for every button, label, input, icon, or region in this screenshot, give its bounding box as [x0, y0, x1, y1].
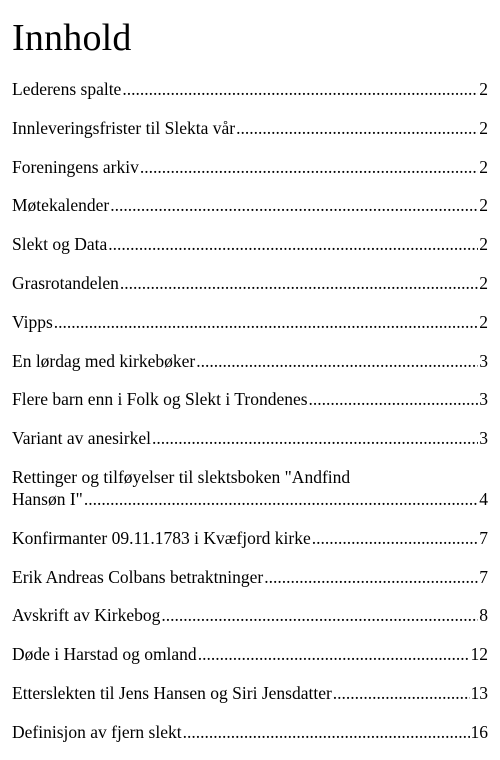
toc-entry-title: Møtekalender	[12, 195, 110, 216]
toc-entry[interactable]	[12, 311, 488, 333]
toc-entry-title: Definisjon av fjern slekt	[12, 721, 182, 742]
toc-leader-dots	[122, 78, 478, 100]
toc-leader-dots	[183, 721, 470, 743]
toc-entry[interactable]	[12, 350, 488, 372]
toc-leader-dots	[312, 527, 479, 549]
toc-entry[interactable]	[12, 78, 488, 100]
toc-entry[interactable]	[12, 194, 488, 216]
toc-page-number: 12	[470, 644, 488, 665]
toc-entry-title: Slekt og Data	[12, 234, 108, 255]
toc-leader-dots	[333, 682, 470, 704]
toc-page-number: 2	[479, 234, 488, 255]
toc-page-number: 4	[479, 488, 488, 509]
toc-entry-title: En lørdag med kirkebøker	[12, 350, 196, 371]
toc-entry[interactable]	[12, 721, 488, 743]
toc-leader-dots	[140, 156, 478, 178]
toc-entry[interactable]	[12, 604, 488, 626]
toc-page-number: 13	[470, 682, 488, 703]
toc-leader-dots	[309, 388, 479, 410]
toc-leader-dots	[110, 194, 478, 216]
toc-entry-title: Flere barn enn i Folk og Slekt i Trondenes	[12, 389, 308, 410]
toc-entry[interactable]	[12, 643, 488, 665]
toc-leader-dots	[152, 427, 478, 449]
toc-leader-dots	[120, 272, 478, 294]
toc-entry-title: Døde i Harstad og omland	[12, 644, 197, 665]
toc-leader-dots	[54, 311, 478, 333]
toc-leader-dots	[198, 643, 470, 665]
toc-page-number: 3	[479, 389, 488, 410]
toc-entry[interactable]	[12, 527, 488, 549]
toc-page-number: 3	[479, 428, 488, 449]
toc-page-number: 3	[479, 350, 488, 371]
toc-page-number: 7	[479, 566, 488, 587]
toc-entry-title: Foreningens arkiv	[12, 156, 139, 177]
toc-leader-dots	[236, 117, 478, 139]
toc-entry[interactable]	[12, 682, 488, 704]
toc-page-number: 16	[470, 721, 488, 742]
toc-entry-title: Avskrift av Kirkebog	[12, 605, 161, 626]
toc-page-number: 7	[479, 527, 488, 548]
toc-leader-dots	[108, 233, 478, 255]
toc-entry[interactable]	[12, 427, 488, 449]
toc-entry-title: Lederens spalte	[12, 79, 122, 99]
toc-page-number: 2	[479, 272, 488, 293]
toc-page-number: 2	[479, 79, 488, 99]
toc-entry[interactable]	[12, 566, 488, 588]
toc-entry[interactable]	[12, 156, 488, 178]
toc-entry[interactable]	[12, 117, 488, 139]
toc-entry-title: Variant av anesirkel	[12, 428, 151, 449]
toc-entry-title: Vipps	[12, 311, 53, 332]
toc-leader-dots	[161, 604, 478, 626]
toc-entry-title: Grasrotandelen	[12, 272, 119, 293]
toc-page-number: 2	[479, 156, 488, 177]
toc-entry-title: Etterslekten til Jens Hansen og Siri Jensdatter	[12, 682, 332, 703]
toc-entry[interactable]	[12, 233, 488, 255]
toc-entry-title-line1: Rettinger og tilføyelser til slektsboken "Andfind	[12, 466, 351, 487]
toc-leader-dots	[264, 566, 478, 588]
toc-heading: Innhold	[12, 17, 132, 59]
toc-page	[12, 0, 488, 760]
toc-entry-title: Innleveringsfrister til Slekta vår	[12, 117, 236, 138]
toc-entry[interactable]	[12, 388, 488, 410]
toc-entry[interactable]	[12, 466, 488, 510]
toc-leader-dots	[196, 350, 478, 372]
toc-entry-title: Hansøn I"	[12, 488, 83, 509]
toc-page-number: 2	[479, 117, 488, 138]
toc-leader-dots	[84, 488, 478, 510]
toc-entry[interactable]	[12, 272, 488, 294]
toc-entry-title: Erik Andreas Colbans betraktninger	[12, 566, 264, 587]
toc-entry-title: Konfirmanter 09.11.1783 i Kvæfjord kirke	[12, 527, 311, 548]
toc-page-number: 2	[479, 311, 488, 332]
toc-page-number: 8	[479, 605, 488, 626]
toc-list	[12, 78, 488, 743]
toc-page-number: 2	[479, 195, 488, 216]
